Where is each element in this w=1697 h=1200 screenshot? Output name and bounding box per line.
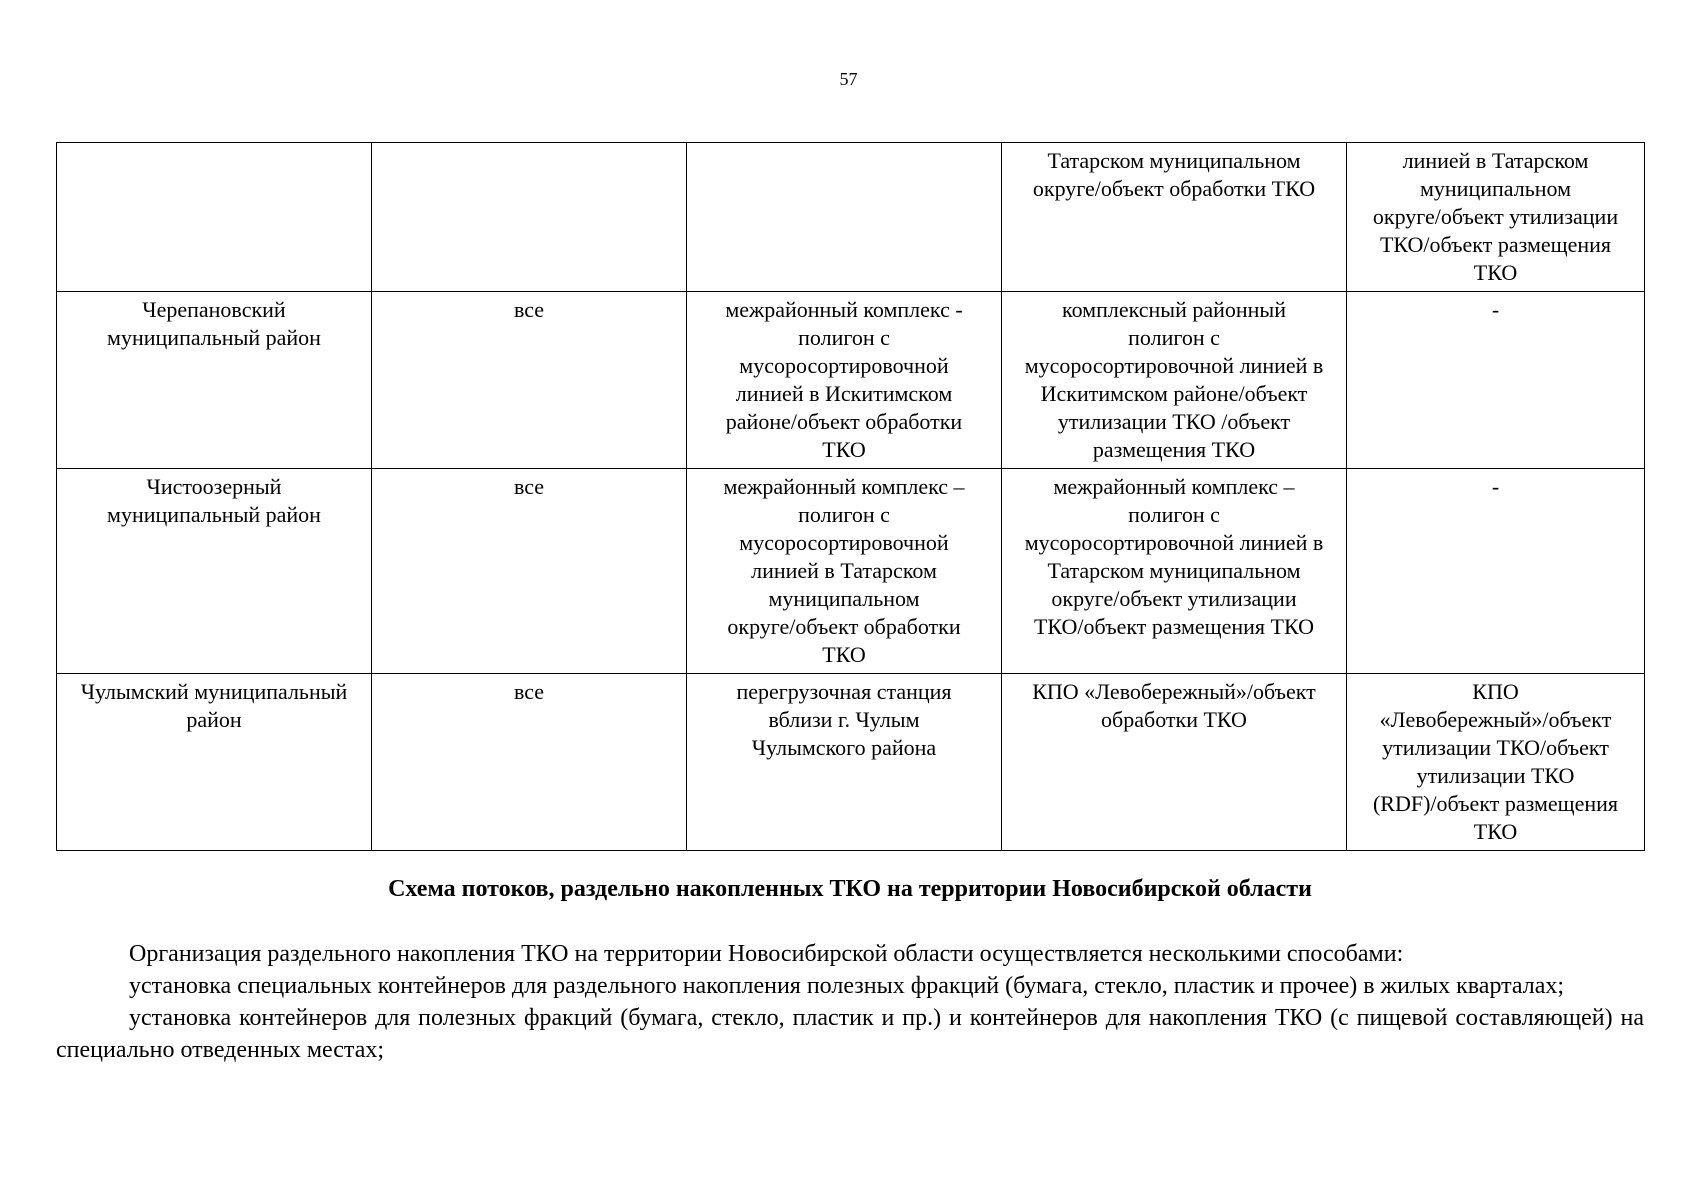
table-cell: перегрузочная станция вблизи г. Чулым Чулымского района bbox=[687, 674, 1002, 851]
table-cell: комплексный районный полигон с мусоросортировочной линией в Искитимском районе/объект утилизации ТКО /объект размещения ТКО bbox=[1002, 292, 1347, 469]
table-cell: Татарском муниципальном округе/объект обработки ТКО bbox=[1002, 143, 1347, 292]
table-cell: - bbox=[1347, 292, 1645, 469]
body-text bbox=[56, 938, 1644, 1066]
table-cell: - bbox=[1347, 469, 1645, 674]
table-cell: все bbox=[372, 292, 687, 469]
table-row bbox=[57, 292, 1645, 469]
paragraph: Организация раздельного накопления ТКО на территории Новосибирской области осуществляется несколькими способами: bbox=[129, 941, 1404, 967]
table-cell bbox=[687, 143, 1002, 292]
table-cell: межрайонный комплекс – полигон с мусоросортировочной линией в Татарском муниципальном округе/объект утилизации ТКО/объект размещения ТКО bbox=[1002, 469, 1347, 674]
table-cell: Чистоозерный муниципальный район bbox=[57, 469, 372, 674]
table-cell: Чулымский муниципальный район bbox=[57, 674, 372, 851]
table-row bbox=[57, 469, 1645, 674]
paragraph: установка специальных контейнеров для раздельного накопления полезных фракций (бумага, стекло, пластик и прочее) в жилых кварталах; bbox=[129, 973, 1565, 999]
table-cell: межрайонный комплекс – полигон с мусоросортировочной линией в Татарском муниципальном округе/объект обработки ТКО bbox=[687, 469, 1002, 674]
table-cell: КПО «Левобережный»/объект обработки ТКО bbox=[1002, 674, 1347, 851]
table-row bbox=[57, 674, 1645, 851]
section-heading: Схема потоков, раздельно накопленных ТКО на территории Новосибирской области bbox=[388, 876, 1312, 902]
table-cell bbox=[372, 143, 687, 292]
table-cell: линией в Татарском муниципальном округе/объект утилизации ТКО/объект размещения ТКО bbox=[1347, 143, 1645, 292]
table-cell bbox=[57, 143, 372, 292]
table-cell: все bbox=[372, 469, 687, 674]
paragraph: установка контейнеров для полезных фракций (бумага, стекло, пластик и пр.) и контейнеров для накопления ТКО (с пищевой составляющей) на специально отведенных местах; bbox=[56, 1005, 1644, 1063]
table-cell: КПО «Левобережный»/объект утилизации ТКО/объект утилизации ТКО (RDF)/объект размещения ТКО bbox=[1347, 674, 1645, 851]
table-cell: межрайонный комплекс - полигон с мусоросортировочной линией в Искитимском районе/объект обработки ТКО bbox=[687, 292, 1002, 469]
waste-flow-table bbox=[56, 142, 1645, 851]
table-cell: все bbox=[372, 674, 687, 851]
table-cell: Черепановский муниципальный район bbox=[57, 292, 372, 469]
page-number: 57 bbox=[839, 69, 858, 89]
table-row bbox=[57, 143, 1645, 292]
